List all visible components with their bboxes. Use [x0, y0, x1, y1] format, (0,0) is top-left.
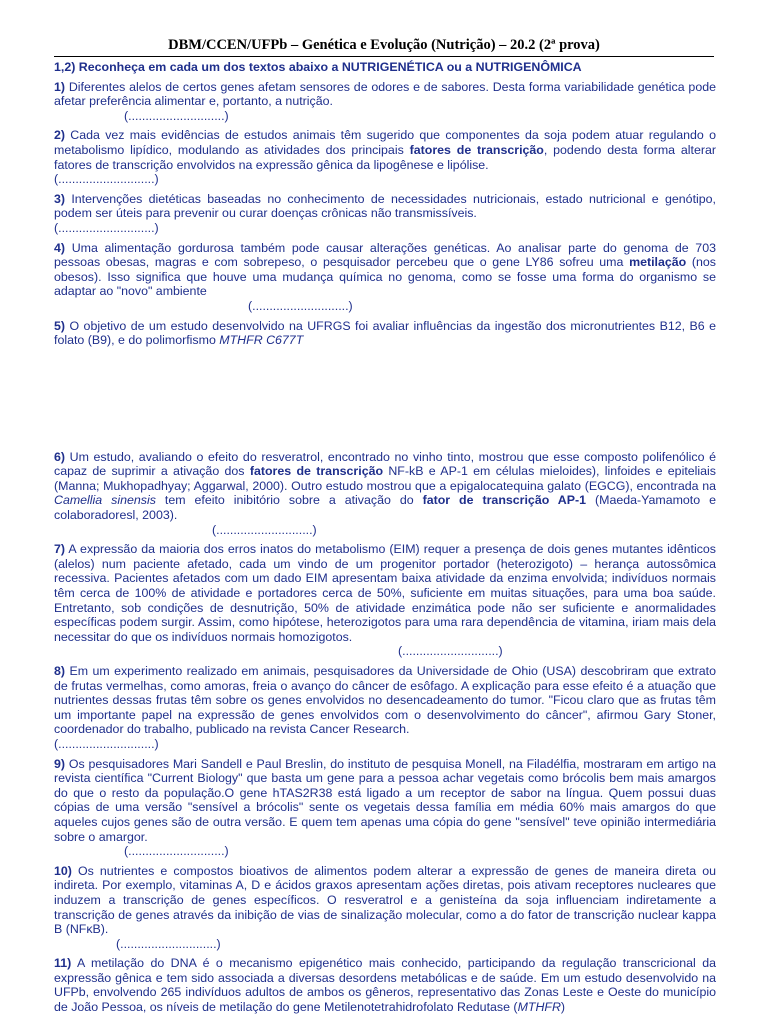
question-text: Uma alimentação gordurosa também pode causar alterações genéticas. Ao analisar parte do genoma de 703 pessoas obesas, magras e com sobrepeso, o pesquisador percebeu que o gene LY86 sofreu uma [54, 240, 716, 270]
question-number: 10) [54, 863, 72, 878]
question-text: Cada vez mais evidências de estudos animais têm sugerido que componentes da soja podem atuar regulando o metabolismo lipídico, modulando as atividades dos principais [54, 128, 716, 157]
question-text: A expressão da maioria dos erros inatos do metabolismo (EIM) requer a presença de dois genes mutantes idênticos (alelos) num paciente afetado, cada um vindo de um progenitor portador (heterozigoto) – herança autossômica recessiva. Pacientes afetados com um dado EIM apresentam baixa atividade da enzima envolvida; indivíduos normais têm cerca de 100% de atividade e portadores cerca de 50%, suficiente em muitas situações, para uma boa saúde. Entretanto, sob condições de desnutrição, 50% de atividade enzimática pode não ser suficiente e anormalidades específicas podem surgir. Assim, como hipótese, heterozigotos para uma rara dependência de vitamina, iriam mais dela necessitar do que os indivíduos normais homozigotos. [54, 542, 716, 644]
header-rule [54, 56, 714, 57]
question-text: Um estudo, avaliando o efeito do resveratrol, encontrado no vinho tinto, mostrou que esse composto polifenólico é capaz de suprimir a ativação dos [54, 449, 716, 479]
question-number: 6) [54, 449, 66, 464]
question-italic-term: MTHFR [517, 1000, 561, 1015]
question-text: (nos obesos). Isso significa que houve uma mudança química no genoma, como se fosse uma forma do organismo se adaptar ao "novo" ambiente [54, 255, 716, 299]
answer-blank[interactable]: (............................) [398, 644, 503, 659]
answer-blank[interactable]: (............................) [248, 298, 353, 313]
question-italic-term: MTHFR C677T [219, 333, 304, 348]
question-8 [54, 664, 716, 752]
question-text: Em um experimento realizado em animais, pesquisadores da Universidade de Ohio (USA) descobriram que extrato de frutas vermelhas, como amoras, freia o avanço do câncer de esôfago. A explicação para esse efeito é a atuação que nutrientes dessas frutas têm sobre os genes envolvidos no desencadeamento do tumor. "Ficou claro que as frutas têm um importante papel na expressão de genes envolvidos com o desenvolvimento do câncer", afirmou Gary Stoner, coordenador do trabalho, publicado na revista Cancer Research. [54, 664, 716, 737]
exam-content [54, 60, 716, 1020]
question-text: Diferentes alelos de certos genes afetam sensores de odores e de sabores. Desta forma variabilidade genética pode afetar preferência alimentar e, portanto, a nutrição. [54, 79, 716, 109]
question-italic-term: Camellia sinensis [54, 493, 156, 508]
question-number: 8) [54, 664, 66, 678]
answer-blank[interactable]: (............................) [116, 936, 221, 951]
question-number: 7) [54, 542, 66, 557]
answer-blank[interactable]: (............................) [124, 844, 229, 859]
question-2 [54, 128, 716, 186]
question-11 [54, 956, 716, 1014]
question-bold-term: fator de transcrição AP-1 [422, 493, 587, 508]
question-text: A metilação do DNA é o mecanismo epigenético mais conhecido, participando da regulação transcricional da expressão gênica e tem sido associada a diversas desordens metabólicas e de saúde. Em um estudo desenvolvido na UFPb, envolvendo 265 indivíduos adultos de ambos os gêneros, representativo das Zonas Leste e Oeste do município de João Pessoa, os níveis de metilação do gene Metilenotetrahidrofolato Redutase ( [54, 956, 716, 1015]
question-text: Os pesquisadores Mari Sandell e Paul Breslin, do instituto de pesquisa Monell, na Filadélfia, mostraram em artigo na revista científica "Current Biology" que basta um gene para a pessoa achar vegetais como brócolis bem mais amargos do que o resto da população.O gene hTAS2R38 está ligado a um receptor de sabor na língua. Quem possui duas cópias de uma versão "sensível a brócolis" sente os vegetais dessa família em média 60% mais amargos do que aqueles cujos genes são de outra versão. E quem tem apenas uma cópia do gene "sensível" teve opinião intermediária sobre o amargor. [54, 756, 716, 844]
question-text: (Maeda-Yamamoto e colaboradoresl, 2003). [54, 493, 716, 523]
question-bold-term: fatores de transcrição [409, 142, 544, 157]
question-text: NF-kB e AP-1 em células mieloides), linfoides e epiteliais (Manna; Mukhopadhyay; Aggarwal, 2000). Outro estudo mostrou que a epigalocatequina galato (EGCG), encontrada na [54, 464, 716, 493]
question-number: 5) [54, 318, 66, 333]
question-number: 4) [54, 240, 66, 255]
question-number: 3) [54, 191, 66, 206]
question-bold-term: metilação [629, 255, 687, 270]
answer-blank[interactable]: (............................) [54, 736, 159, 751]
question-1 [54, 80, 716, 124]
question-number: 2) [54, 128, 66, 143]
question-text: Intervenções dietéticas baseadas no conhecimento de necessidades nutricionais, estado nutricional e genótipo, podem ser úteis para prevenir ou curar doenças crônicas não transmissíveis. [54, 191, 716, 221]
question-5 [54, 319, 716, 348]
question-text: Os nutrientes e compostos bioativos de alimentos podem alterar a expressão de genes de maneira direta ou indireta. Por exemplo, vitaminas A, D e ácidos graxos apresentam ações diretas, pois ativam receptores nucleares que induzem a transcrição de genes específicos. O resveratrol e a genisteína da soja influenciam indiretamente a transcrição de genes através da inibição de vias de sinalização molecular, como a do fator de transcrição nuclear kappa B (NFκB). [54, 863, 716, 937]
instruction: 1,2) Reconheça em cada um dos textos abaixo a NUTRIGENÉTICA ou a NUTRIGENÔMICA [54, 60, 582, 74]
answer-space [54, 353, 716, 450]
question-3 [54, 192, 716, 236]
question-10 [54, 864, 716, 952]
question-number: 1) [54, 79, 66, 94]
question-bold-term: fatores de transcrição [249, 464, 384, 479]
question-number: 9) [54, 756, 66, 771]
answer-blank[interactable]: (............................) [54, 220, 159, 235]
answer-blank[interactable]: (............................) [212, 522, 317, 537]
question-text: , podendo desta forma alterar fatores de transcrição envolvidos na expressão gênica da lipogênese e lipólise. [54, 142, 716, 172]
answer-blank[interactable]: (............................) [54, 172, 159, 187]
question-6 [54, 450, 716, 538]
question-text: ) [560, 1000, 566, 1015]
question-number: 11) [54, 956, 72, 971]
question-7 [54, 542, 716, 659]
page-header: DBM/CCEN/UFPb – Genética e Evolução (Nutrição) – 20.2 (2ª prova) [168, 37, 600, 53]
question-9 [54, 757, 716, 859]
answer-blank[interactable]: (............................) [124, 108, 229, 123]
question-4 [54, 241, 716, 314]
question-text: O objetivo de um estudo desenvolvido na UFRGS foi avaliar influências da ingestão dos micronutrientes B12, B6 e folato (B9), e do polimorfismo [54, 318, 716, 348]
question-text: tem efeito inibitório sobre a ativação do [155, 493, 423, 508]
